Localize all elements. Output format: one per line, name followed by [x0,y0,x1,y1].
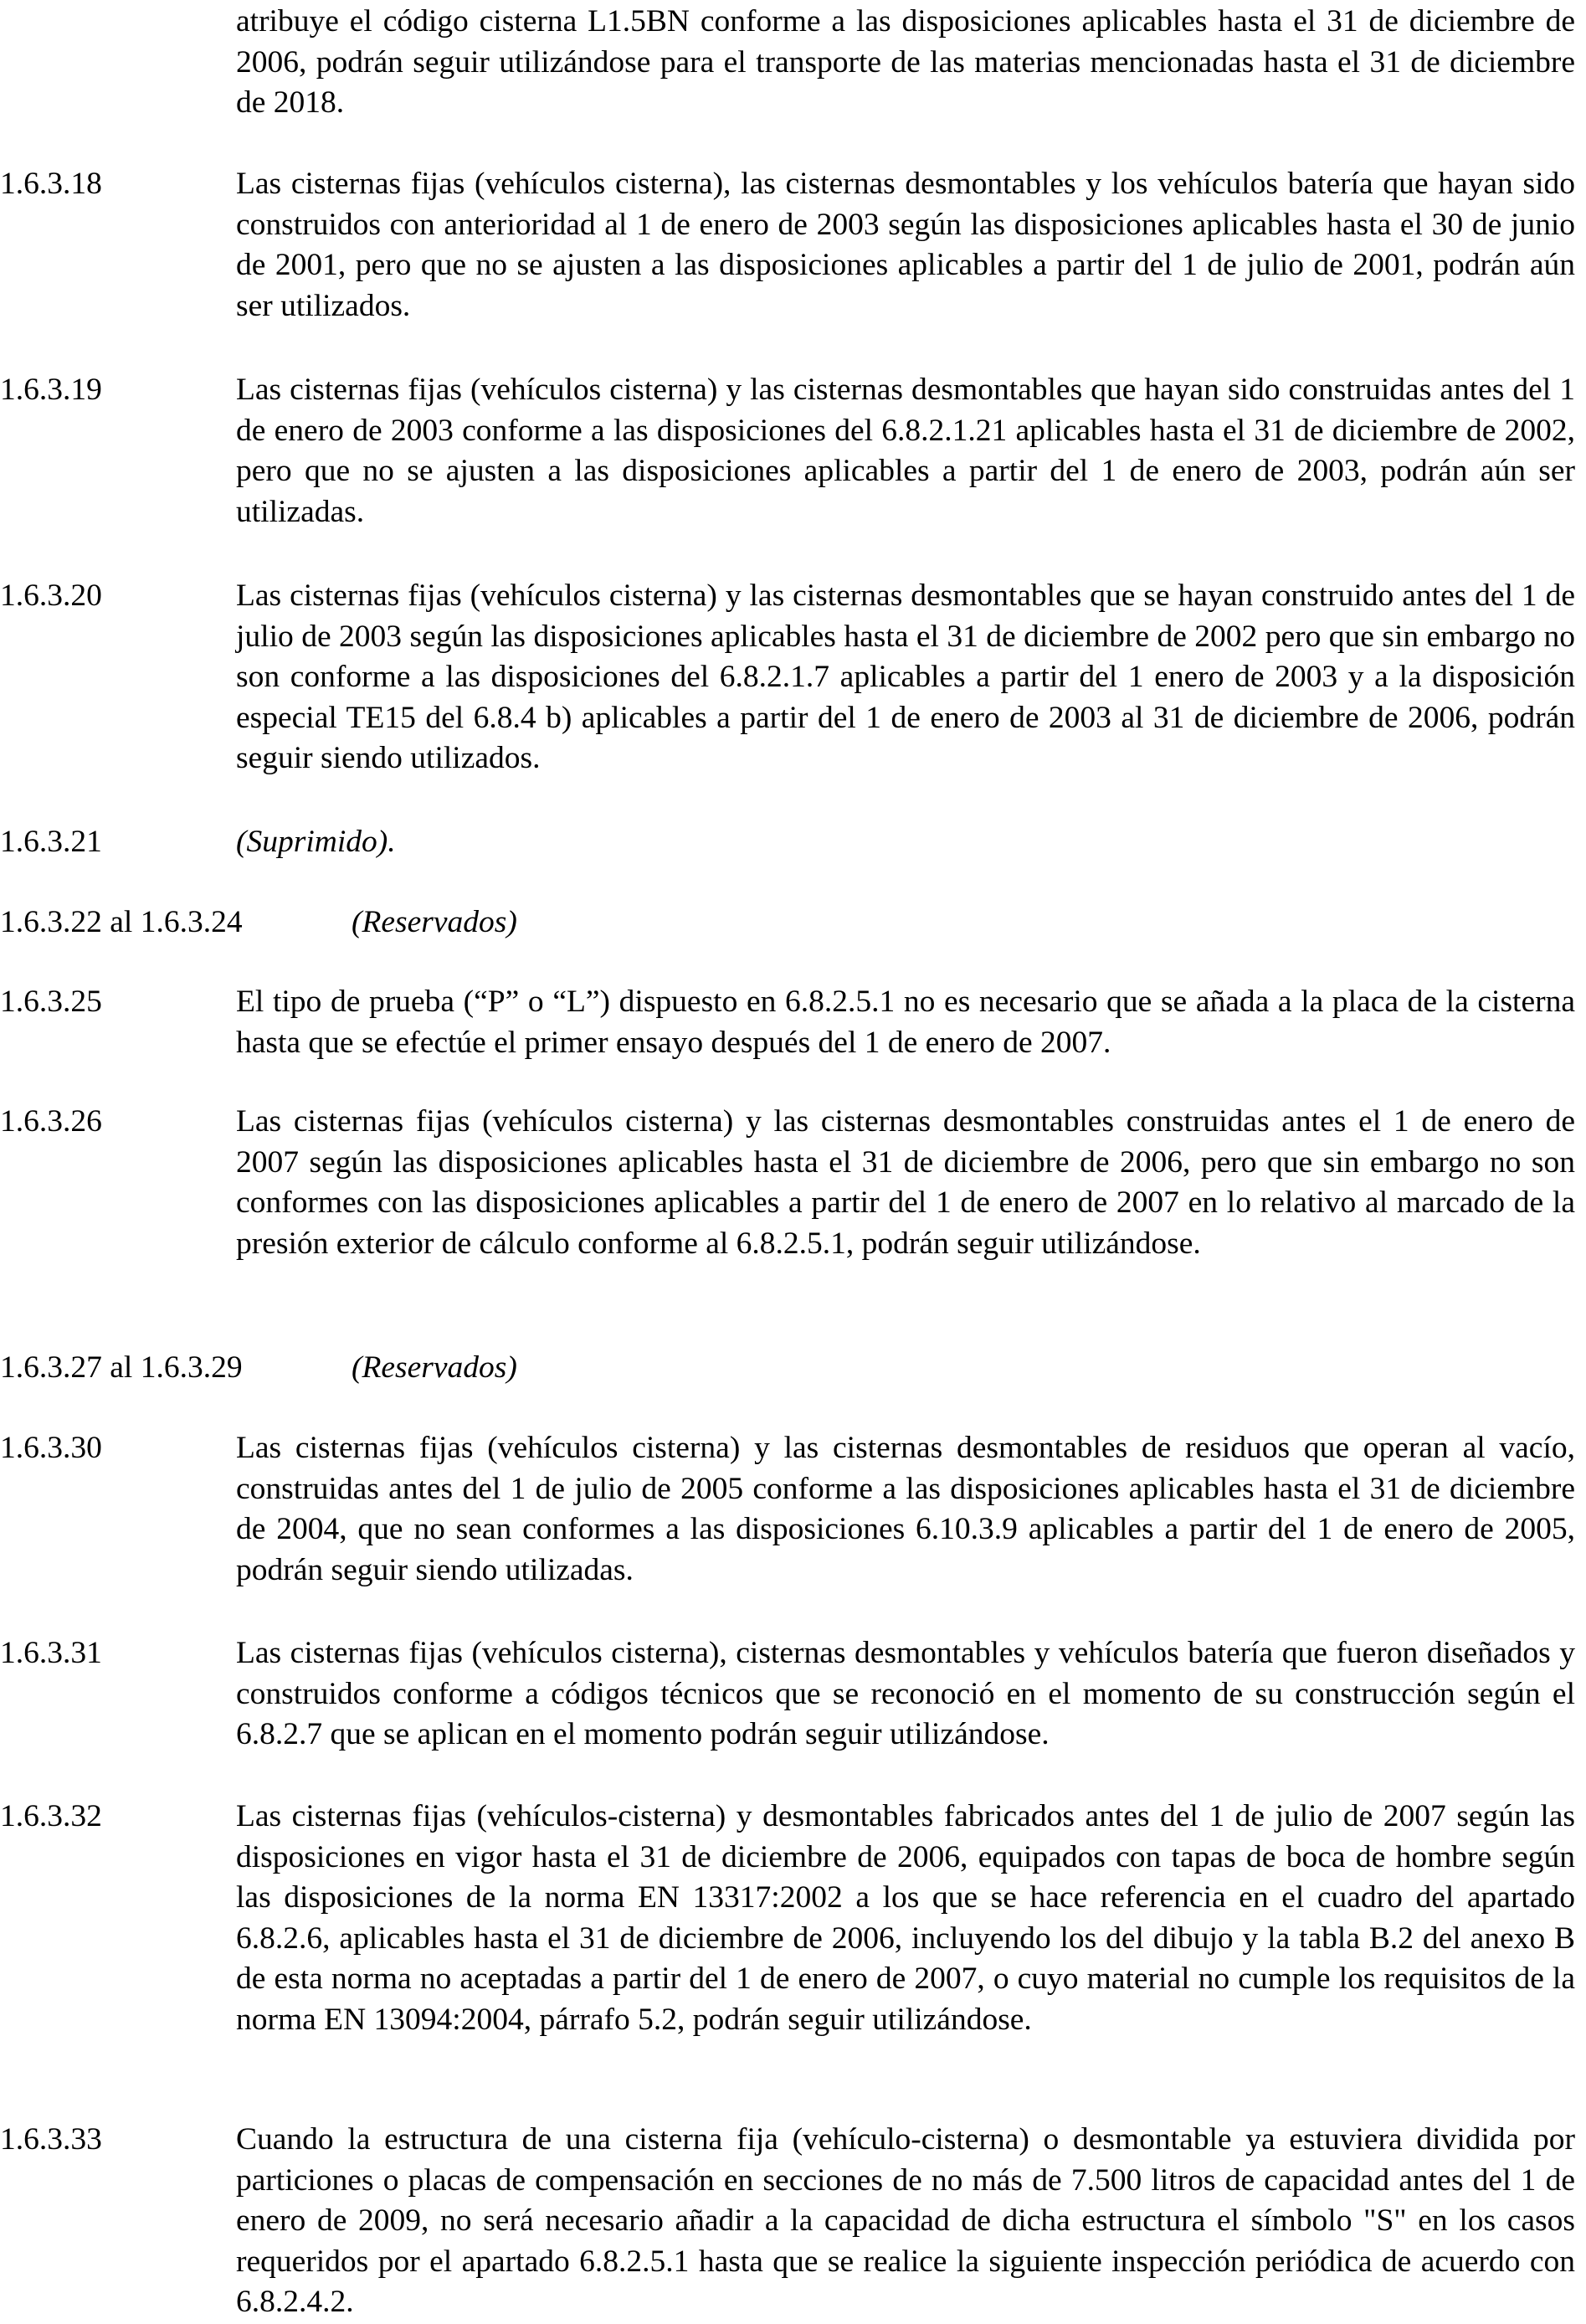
section-text: Las cisternas fijas (vehículos cisterna) y las cisternas desmontables que hayan sido construidas antes del 1 de enero de 2003 conforme a las disposiciones del 6.8.2.1.21 aplicables hasta el 31 de diciembre de 2002, pero que no se ajusten a las disposiciones aplicables a partir del 1 de enero de 2003, podrán aún ser utilizadas. [236,373,1575,529]
section-text: Las cisternas fijas (vehículos cisterna), las cisternas desmontables y los vehículos batería que hayan sido construidos con anterioridad al 1 de enero de 2003 según las disposiciones aplicables hasta el 30 de junio de 2001, pero que no se ajusten a las disposiciones aplicables a partir del 1 de julio de 2001, podrán aún ser utilizados. [236,167,1575,323]
section-text: (Reservados) [352,905,517,939]
intro-paragraph: atribuye el código cisterna L1.5BN conforme a las disposiciones aplicables hasta el 31 de diciembre de 2006, podrán seguir utilizándose para el transporte de las materias mencionadas hasta el 31 de diciembre de 2018. [236,4,1575,120]
section-number: 1.6.3.32 [0,1799,102,1833]
section-number: 1.6.3.25 [0,985,102,1019]
section-number: 1.6.3.26 [0,1104,102,1139]
section-number: 1.6.3.20 [0,578,102,613]
section-text: Las cisternas fijas (vehículos cisterna) y las cisternas desmontables construidas antes el 1 de enero de 2007 según las disposiciones aplicables hasta el 31 de diciembre de 2006, pero que sin embargo no son conformes con las disposiciones aplicables a partir del 1 de enero de 2007 en lo relativo al marcado de la presión exterior de cálculo conforme al 6.8.2.5.1, podrán seguir utilizándose. [236,1104,1575,1261]
section-text: El tipo de prueba (“P” o “L”) dispuesto en 6.8.2.5.1 no es necesario que se añada a la placa de la cisterna hasta que se efectúe el primer ensayo después del 1 de enero de 2007. [236,985,1575,1060]
section-number: 1.6.3.19 [0,373,102,407]
section-number: 1.6.3.33 [0,2122,102,2157]
section-text: Las cisternas fijas (vehículos cisterna) y las cisternas desmontables que se hayan construido antes del 1 de julio de 2003 según las disposiciones aplicables hasta el 31 de diciembre de 2002 pero que sin embargo no son conforme a las disposiciones del 6.8.2.1.7 aplicables a partir del 1 enero de 2003 y a la disposición especial TE15 del 6.8.4 b) aplicables a partir del 1 de enero de 2003 al 31 de diciembre de 2006, podrán seguir siendo utilizados. [236,578,1575,775]
section-text: (Reservados) [352,1350,517,1385]
section-text: Cuando la estructura de una cisterna fija (vehículo-cisterna) o desmontable ya estuviera dividida por particiones o placas de compensación en secciones de no más de 7.500 litros de capacidad antes del 1 de enero de 2009, no será necesario añadir a la capacidad de dicha estructura el símbolo "S" en los casos requeridos por el apartado 6.8.2.5.1 hasta que se realice la siguiente inspección periódica de acuerdo con 6.8.2.4.2. [236,2122,1575,2319]
section-number: 1.6.3.22 al 1.6.3.24 [0,905,243,939]
section-number: 1.6.3.18 [0,167,102,201]
section-number: 1.6.3.30 [0,1431,102,1465]
section-number: 1.6.3.27 al 1.6.3.29 [0,1350,243,1385]
section-text: (Suprimido). [236,825,396,859]
section-text: Las cisternas fijas (vehículos-cisterna) y desmontables fabricados antes del 1 de julio de 2007 según las disposiciones en vigor hasta el 31 de diciembre de 2006, equipados con tapas de boca de hombre según las disposiciones de la norma EN 13317:2002 a los que se hace referencia en el cuadro del apartado 6.8.2.6, aplicables hasta el 31 de diciembre de 2006, incluyendo los del dibujo y la tabla B.2 del anexo B de esta norma no aceptadas a partir del 1 de enero de 2007, o cuyo material no cumple los requisitos de la norma EN 13094:2004, párrafo 5.2, podrán seguir utilizándose. [236,1799,1575,2037]
section-number: 1.6.3.21 [0,825,102,859]
section-text: Las cisternas fijas (vehículos cisterna) y las cisternas desmontables de residuos que operan al vacío, construidas antes del 1 de julio de 2005 conforme a las disposiciones aplicables hasta el 31 de diciembre de 2004, que no sean conformes a las disposiciones 6.10.3.9 aplicables a partir del 1 de enero de 2005, podrán seguir siendo utilizadas. [236,1431,1575,1587]
section-number: 1.6.3.31 [0,1636,102,1670]
section-text: Las cisternas fijas (vehículos cisterna), cisternas desmontables y vehículos batería que fueron diseñados y construidos conforme a códigos técnicos que se reconoció en el momento de su construcción según el 6.8.2.7 que se aplican en el momento podrán seguir utilizándose. [236,1636,1575,1751]
